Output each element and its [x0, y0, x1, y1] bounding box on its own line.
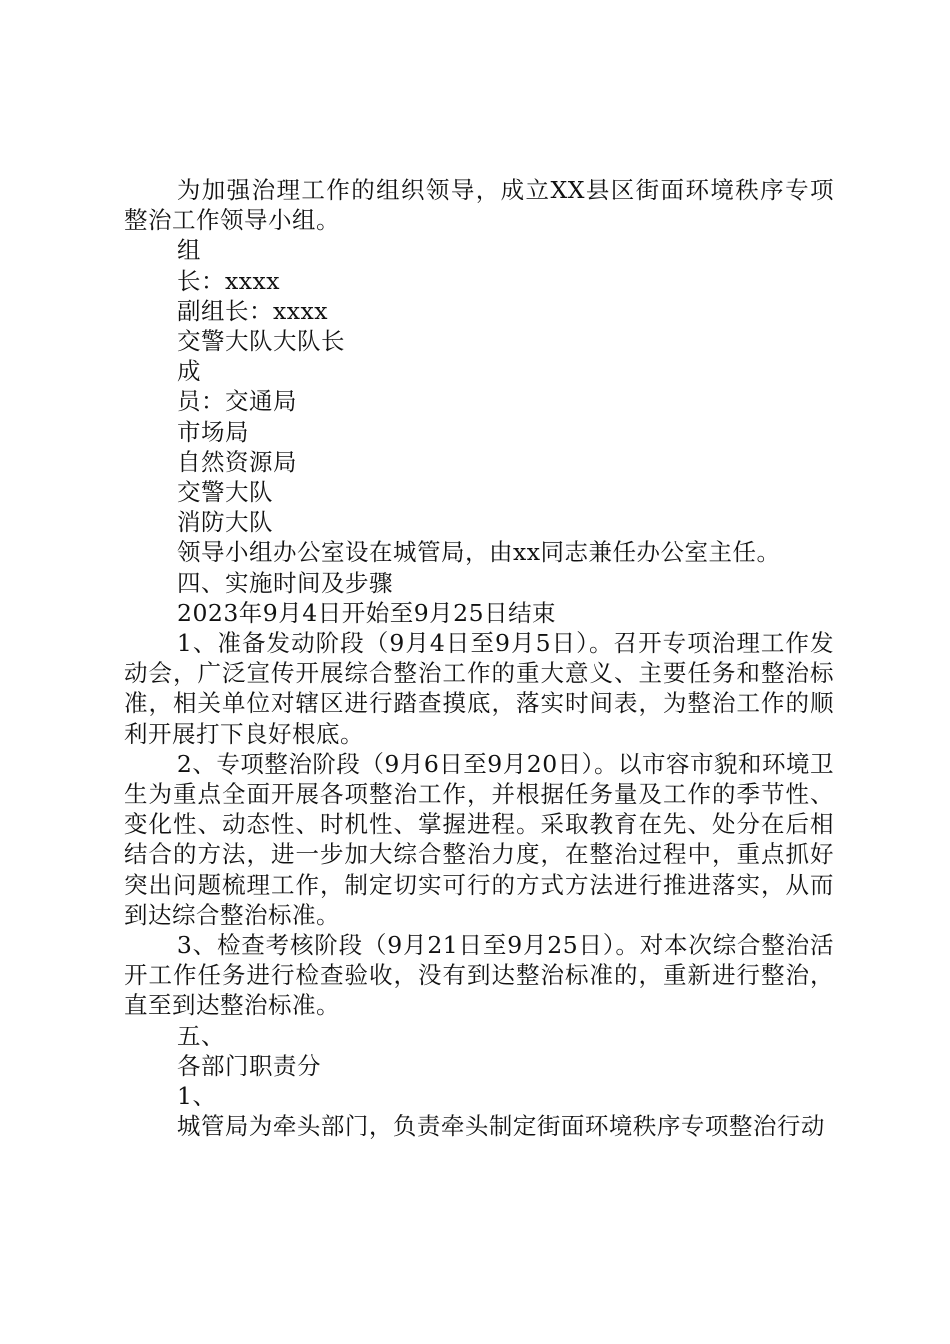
- paragraph-leading-group-intro: 为加强治理工作的组织领导，成立XX县区街面环境秩序专项整治工作领导小组。: [124, 176, 834, 235]
- paragraph-traffic-captain: 交警大队大队长: [177, 327, 345, 356]
- paragraph-stage-2: 2、专项整治阶段（9月6日至9月20日）。以市容市貌和环境卫生为重点全面开展各项整治工作，并根据任务量及工作的季节性、变化性、动态性、时机性、掌握进程。采取教育在先、处分在后相结合的方法，进一步加大综合整治力度，在整治过程中，重点抓好突出问题梳理工作，制定切实可行的方式方法进行推进落实，从而到达综合整治标准。: [124, 749, 834, 929]
- paragraph-member-label-part1: 成: [177, 357, 201, 386]
- document-body: [124, 175, 834, 1142]
- item-number-1: 1、: [177, 1082, 217, 1111]
- paragraph-office-note: 领导小组办公室设在城管局，由xx同志兼任办公室主任。: [177, 538, 781, 567]
- section-heading-5: 五、: [177, 1021, 225, 1050]
- section-heading-4: 四、实施时间及步骤: [177, 568, 393, 597]
- paragraph-member-market: 市场局: [177, 417, 249, 446]
- paragraph-deputy-leader: 副组长：xxxx: [177, 296, 329, 325]
- paragraph-group-leader: 长：xxxx: [177, 266, 281, 295]
- paragraph-group-label-part1: 组: [177, 236, 201, 265]
- paragraph-stage-3: 3、检查考核阶段（9月21日至9月25日）。对本次综合整治活开工作任务进行检查验收，没有到达整治标准的，重新进行整治，直至到达整治标准。: [124, 931, 834, 1020]
- section-heading-5-title: 各部门职责分: [177, 1051, 321, 1080]
- paragraph-stage-1: 1、准备发动阶段（9月4日至9月5日）。召开专项治理工作发动会，广泛宣传开展综合整治工作的重大意义、主要任务和整治标准，相关单位对辖区进行踏查摸底，落实时间表，为整治工作的顺利开展打下良好根底。: [124, 629, 834, 748]
- paragraph-member-traffic-police: 交警大队: [177, 478, 273, 507]
- paragraph-date-range: 2023年9月4日开始至9月25日结束: [177, 598, 557, 627]
- paragraph-member-natural-resources: 自然资源局: [177, 447, 297, 476]
- paragraph-city-management-duty: 城管局为牵头部门，负责牵头制定街面环境秩序专项整治行动: [176, 1112, 825, 1141]
- paragraph-member-fire-brigade: 消防大队: [177, 508, 273, 537]
- paragraph-member-transport: 员：交通局: [177, 387, 297, 416]
